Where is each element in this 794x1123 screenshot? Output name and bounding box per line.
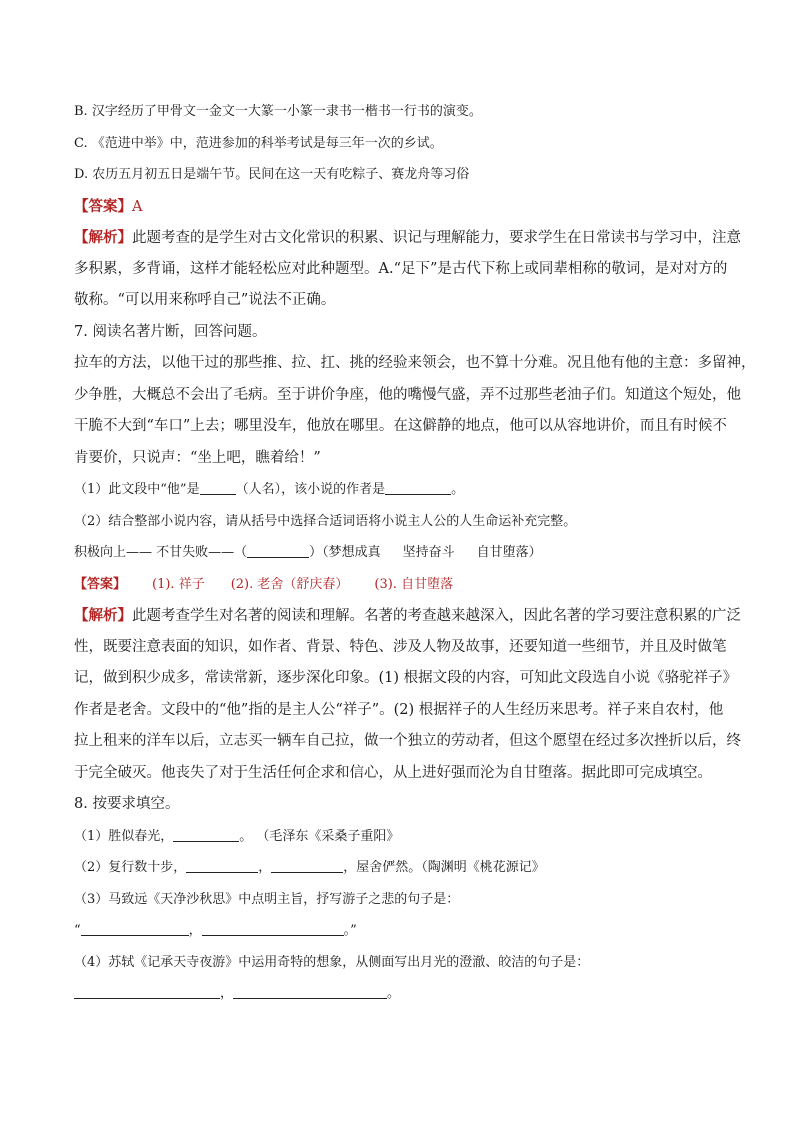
q7-passage-line: 干脆不大到“车口”上去；哪里没车，他放在哪里。在这僻静的地点，他可以从容地讲价，而且有时候不 <box>74 418 727 434</box>
q7-passage-line: 少争胜，大概总不会出了毛病。至于讲价争座，他的嘴慢气盛，弄不过那些老油子们。知道这个短处，他 <box>74 386 741 403</box>
option-b: B. 汉字经历了甲骨文一金文一大篆一小篆一隶书一楷书一行书的演变。 <box>74 104 482 119</box>
q7-sub2-options <box>74 537 724 569</box>
q8-text: ， <box>188 923 202 938</box>
q7-sub2: （2）结合整部小说内容，请从括号中选择合适词语将小说主人公的人生命运补充完整。 <box>74 513 577 529</box>
q6-analysis-line <box>74 222 741 254</box>
analysis-tag: 【解析】 <box>74 607 132 624</box>
q6-answer <box>74 191 724 223</box>
q7-sub1 <box>74 474 724 506</box>
q8-text: 。” <box>343 923 357 938</box>
q7-analysis-line: 性，既要注意表面的知识，如作者、背景、特色、涉及人物及故事，还要知道一些细节，并且及时做笔 <box>74 638 727 655</box>
q8-sub3: （3）马致远《天净沙秋思》中点明主旨，抒写游子之悲的句子是： <box>74 891 460 907</box>
q8-text: ， <box>258 860 272 875</box>
q8-sub4-blanks <box>74 978 724 1010</box>
q7-sub1-text: 。 <box>451 482 465 497</box>
q7-sub2-text: ）（梦想成真 <box>309 545 381 560</box>
answer-value: (1). 祥子 <box>152 576 205 592</box>
q7-passage-line: 肯要价，只说声：“坐上吧，瞧着给！” <box>74 449 321 466</box>
q8-sub1 <box>74 821 724 853</box>
q8-sub3-blanks <box>74 915 724 947</box>
q8-title: 8. 按要求填空。 <box>74 796 180 812</box>
q8-text: 。 （毛泽东《采桑子重阳》 <box>239 828 400 844</box>
q7-title: 7. 阅读名著片断，回答问题。 <box>74 323 267 340</box>
blank-name <box>200 478 236 495</box>
q8-text: ，屋舍俨然。（陶渊明《桃花源记》 <box>343 860 545 875</box>
analysis-text: 此题考查学生对名著的阅读和理解。名著的考查越来越深入，因此名著的学习要注意积累的广泛 <box>132 608 741 624</box>
option-d: D. 农历五月初五日是端午节。民间在这一天有吃粽子、赛龙舟等习俗 <box>74 167 470 182</box>
q7-analysis-line: 记，做到积少成多，常读常新，逐步深化印象。(1) 根据文段的内容，可知此文段选自小说《骆驼祥子》 <box>74 670 738 686</box>
q8-text: 。 <box>387 986 401 1001</box>
blank <box>173 825 239 842</box>
option-c: C. 《范进中举》中，范进参加的科举考试是每三年一次的乡试。 <box>74 135 443 151</box>
q7-sub2-text: 积极向上—— 不甘失败——（ <box>74 545 248 560</box>
blank <box>74 982 220 999</box>
document-page <box>74 96 756 1010</box>
q7-sub1-text: （1）此文段中“他”是 <box>74 482 200 497</box>
answer-value: A <box>132 198 143 215</box>
q7-analysis-line: 作者是老舍。文段中的“他”指的是主人公“祥子”。(2) 根据祥子的人生经历来思考。祥子来自农村，他 <box>74 701 724 718</box>
blank <box>202 919 344 936</box>
q7-analysis-line: 拉上租来的洋车以后，立志买一辆车自己拉，做一个独立的劳动者，但这个愿望在经过多次挫折以后，终 <box>74 733 741 749</box>
q7-analysis-line: 于完全破灭。他丧失了对于生活任何企求和信心，从上进好强而沦为自甘堕落。据此即可完成填空。 <box>74 764 712 781</box>
blank-fate <box>247 541 309 558</box>
analysis-tag: 【解析】 <box>74 229 132 246</box>
q7-sub2-option: 自甘堕落） <box>476 545 542 560</box>
analysis-text: 此题考查的是学生对古文化常识的积累、识记与理解能力，要求学生在日常读书与学习中，注意 <box>132 230 741 246</box>
q7-answer <box>74 569 724 601</box>
blank <box>233 982 387 999</box>
q7-sub1-text: （人名），该小说的作者是 <box>235 482 386 497</box>
answer-tag: 【答案】 <box>74 197 132 215</box>
answer-value: (2). 老舍（舒庆春） <box>230 576 349 592</box>
q6-analysis-line: 多积累，多背诵，这样才能轻松应对此种题型。A.“足下”是古代下称上或同辈相称的敬词，是对对方的 <box>74 260 728 277</box>
q8-text: （2）复行数十步， <box>74 860 187 875</box>
q7-sub2-option: 坚持奋斗 <box>402 545 455 560</box>
q7-analysis-line <box>74 600 741 632</box>
blank <box>81 919 189 936</box>
q8-text: （1）胜似春光， <box>74 828 174 844</box>
blank-author <box>385 478 451 495</box>
blank <box>186 856 258 873</box>
q7-passage-line: 拉车的方法，以他干过的那些推、拉、扛、挑的经验来领会，也不算十分难。况且他有他的主意：多留神， <box>74 355 756 371</box>
q8-text: “ <box>74 923 81 938</box>
answer-value: (3). 自甘堕落 <box>374 576 454 592</box>
answer-tag: 【答案】 <box>74 576 127 592</box>
q8-sub2 <box>74 852 724 884</box>
q8-text: ， <box>220 986 234 1001</box>
blank <box>271 856 343 873</box>
q8-sub4: （4）苏轼《记承天寺夜游》中运用奇特的想象，从侧面写出月光的澄澈、皎洁的句子是： <box>74 954 590 970</box>
q6-analysis-line: 敬称。“可以用来称呼自己”说法不正确。 <box>74 292 336 308</box>
